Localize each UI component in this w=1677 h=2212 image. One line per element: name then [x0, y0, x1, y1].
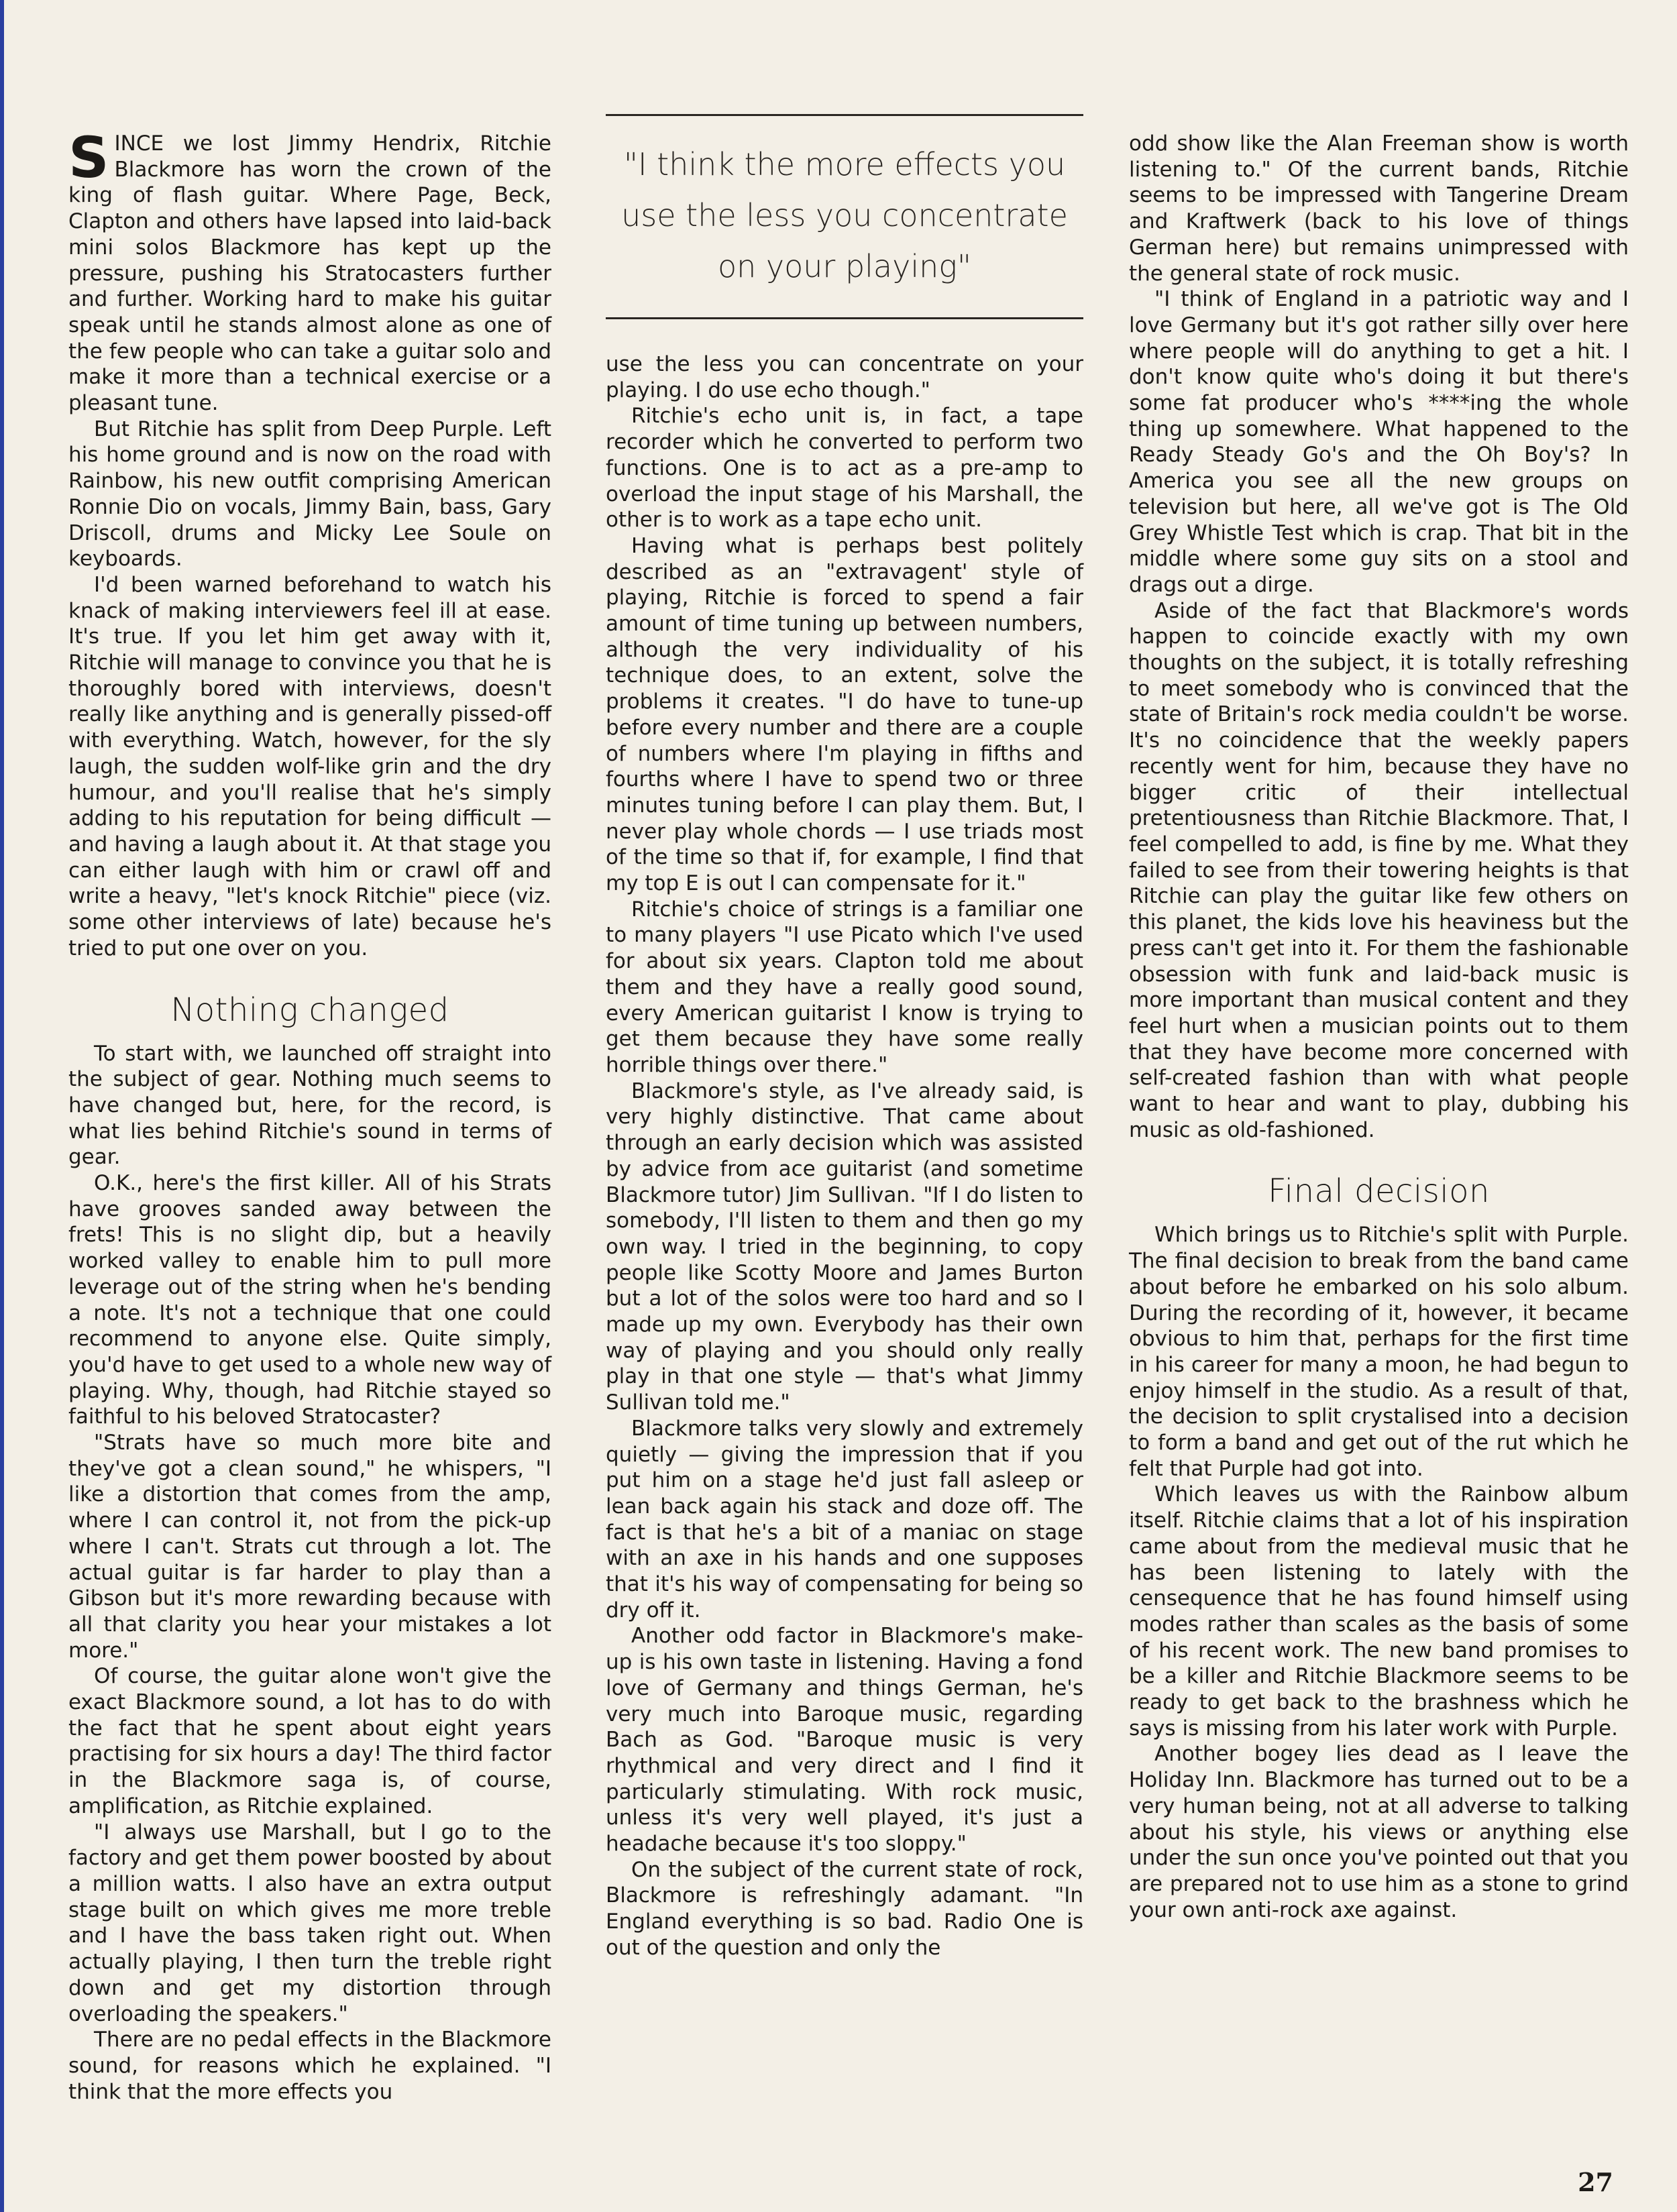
paragraph: Blackmore talks very slowly and extremely quietly — giving the impression that if you put him on a stage he'd just fall asleep or lean back again his stack and doze off. The fact is that he's a bit of a maniac on stage with an axe in his hands and one supposes that it's his way of compensating for being so dry off it.	[606, 1416, 1083, 1622]
paragraph: O.K., here's the first killer. All of his Strats have grooves sanded away between the frets! This is no slight dip, but a heavily worked valley to enable him to pull more leverage out of the string when he's bending a note. It's not a technique that one could recommend to anyone else. Quite simply, you'd have to get used to a whole new way of playing. Why, though, had Ritchie stayed so faithful to his beloved Stratocaster?	[68, 1171, 551, 1429]
article-column-2	[606, 114, 1083, 1961]
paragraph: Another odd factor in Blackmore's make-up is his own taste in listening. Having a fond love of Germany and things German, he's very much into Baroque music, regarding Bach as God. "Baroque music is very rhythmical and very direct and I find it particularly stimulating. With rock music, unless it's very well played, it's just a headache because it's too sloppy."	[606, 1624, 1083, 1857]
paragraph: Of course, the guitar alone won't give the exact Blackmore sound, a lot has to do with the fact that he spent about eight years practising for six hours a day! The third factor in the Blackmore saga is, of course, amplification, as Ritchie explained.	[68, 1664, 551, 1818]
intro-paragraph	[68, 125, 551, 417]
pull-quote: "I think the more effects you use the less you concentrate on your playing"	[606, 114, 1083, 319]
paragraph: Another bogey lies dead as I leave the Holiday Inn. Blackmore has turned out to be a very human being, not at all adverse to talking about his style, his views or anything else under the sun once you've pointed out that you are prepared not to use him as a stone to grind your own anti-rock axe against.	[1129, 1742, 1629, 1922]
drop-cap: S	[68, 125, 109, 190]
paragraph: odd show like the Alan Freeman show is worth listening to." Of the current bands, Ritchie seems to be impressed with Tangerine Dream and Kraftwerk (back to his love of things German here) but remains unimpressed with the general state of rock music.	[1129, 131, 1629, 286]
article-column-3	[1129, 131, 1629, 1923]
paragraph: "I think of England in a patriotic way and I love Germany but it's got rather silly over here where people will do anything to get a hit. I don't know quite who's doing it but there's some fat producer who's ****ing the whole thing up somewhere. What happened to the Ready Steady Go's and the Oh Boy's? In America you see all the new groups on television but here, all we've got is The Old Grey Whistle Test which is crap. That bit in the middle where some guy sits on a stool and drags out a dirge.	[1129, 287, 1629, 597]
paragraph: Ritchie's choice of strings is a familiar one to many players "I use Picato which I've used for about six years. Clapton told me about them and they have a really good sound, every American guitarist I know is trying to get them because they have some really horrible things over there."	[606, 897, 1083, 1077]
paragraph: "I always use Marshall, but I go to the factory and get them power boosted by about a million watts. I also have an extra output stage built on which gives me more treble and I have the bass taken right out. When actually playing, I then turn the treble right down and get my distortion through overloading the speakers."	[68, 1820, 551, 2026]
paragraph: Blackmore's style, as I've already said, is very highly distinctive. That came about through an early decision which was assisted by advice from ace guitarist (and sometime Blackmore tutor) Jim Sullivan. "If I do listen to somebody, I'll listen to them and then go my own way. I tried in the beginning, to copy people like Scotty Moore and James Burton but a lot of the solos were too hard and so I made up my own. Everybody has their own way of playing and you should only really play in that one style — that's what Jimmy Sullivan told me."	[606, 1079, 1083, 1415]
article-column-1	[68, 125, 551, 2105]
paragraph: use the less you can concentrate on your playing. I do use echo though."	[606, 352, 1083, 402]
paragraph: Aside of the fact that Blackmore's words happen to coincide exactly with my own thoughts on the subject, it is totally refreshing to meet somebody who is convinced that the state of Britain's rock media couldn't be worse. It's no coincidence that the weekly papers recently went for him, because they have no bigger critic of their intellectual pretentiousness than Ritchie Blackmore. That, I feel compelled to add, is fine by me. What they failed to see from their towering heights is that Ritchie can play the guitar like few others on this planet, the kids love his heaviness but the press can't get into it. For them the fashionable obsession with funk and laid-back music is more important than musical content and they feel hurt when a musician points out to them that they have become more concerned with self-created fashion than with what people want to hear and want to play, dubbing his music as old-fashioned.	[1129, 598, 1629, 1142]
subheading-final-decision: Final decision	[1268, 1172, 1490, 1211]
page-number: 27	[1578, 2167, 1613, 2197]
paragraph: Which brings us to Ritchie's split with Purple. The final decision to break from the band came about before he embarked on his solo album. During the recording of it, however, it became obvious to him that, perhaps for the first time in his career for many a moon, he had begun to enjoy himself in the studio. As a result of that, the decision to split crystalised into a decision to form a band and get out of the rut which he felt that Purple had got into.	[1129, 1223, 1629, 1481]
paragraph: On the subject of the current state of rock, Blackmore is refreshingly adamant. "In England everything is so bad. Radio One is out of the question and only the	[606, 1857, 1083, 1960]
paragraph: Which leaves us with the Rainbow album itself. Ritchie claims that a lot of his inspiration came about from the medieval music that he has been listening to lately with the censequence that he has found himself using modes rather than scales as the basis of some of his recent work. The new band promises to be a killer and Ritchie Blackmore seems to be ready to get back to the brashness which he says is missing from his later work with Purple.	[1129, 1482, 1629, 1740]
paragraph: Having what is perhaps best politely described as an "extravagent' style of playing, Ritchie is forced to spend a fair amount of time tuning up between numbers, although the very individuality of his technique does, to an extent, solve the problems it creates. "I do have to tune-up before every number and there are a couple of numbers where I'm playing in fifths and fourths where I have to spend two or three minutes tuning before I can play them. But, I never play whole chords — I use triads most of the time so that if, for example, I find that my top E is out I can compensate for it."	[606, 533, 1083, 896]
subheading-nothing-changed: Nothing changed	[170, 991, 449, 1029]
paragraph-text: INCE we lost Jimmy Hendrix, Ritchie Blackmore has worn the crown of the king of flash guitar. Where Page, Beck, Clapton and others have lapsed into laid-back mini solos Blackmore has kept up the pressure, pushing his Stratocasters further and further. Working hard to make his guitar speak until he stands almost alone as one of the few people who can take a guitar solo and make it more than a technical exercise or a pleasant tune.	[68, 131, 551, 416]
paragraph: But Ritchie has split from Deep Purple. Left his home ground and is now on the road with Rainbow, his new outfit comprising American Ronnie Dio on vocals, Jimmy Bain, bass, Gary Driscoll, drums and Micky Lee Soule on keyboards.	[68, 417, 551, 571]
paragraph: Ritchie's echo unit is, in fact, a tape recorder which he converted to perform two functions. One is to act as a pre-amp to overload the input stage of his Marshall, the other is to work as a tape echo unit.	[606, 404, 1083, 533]
paragraph: "Strats have so much more bite and they've got a clean sound," he whispers, "I like a distortion that comes from the amp, where I can control it, not from the pick-up where I can't. Strats cut through a lot. The actual guitar is far harder to play than a Gibson but it's more rewarding because with all that clarity you hear your mistakes a lot more."	[68, 1431, 551, 1663]
paragraph: I'd been warned beforehand to watch his knack of making interviewers feel ill at ease. It's true. If you let him get away with it, Ritchie will manage to convince you that he is thoroughly bored with interviews, doesn't really like anything and is generally pissed-off with everything. Watch, however, for the sly laugh, the sudden wolf-like grin and the dry humour, and you'll realise that he's simply adding to his reputation for being difficult — and having a laugh about it. At that stage you can either laugh with him or crawl off and write a heavy, "let's knock Ritchie" piece (viz. some other interviews of late) because he's tried to put one over on you.	[68, 572, 551, 960]
paragraph: To start with, we launched off straight into the subject of gear. Nothing much seems to have changed but, here, for the record, is what lies behind Ritchie's sound in terms of gear.	[68, 1041, 551, 1170]
paragraph: There are no pedal effects in the Blackmore sound, for reasons which he explained. "I think that the more effects you	[68, 2028, 551, 2104]
